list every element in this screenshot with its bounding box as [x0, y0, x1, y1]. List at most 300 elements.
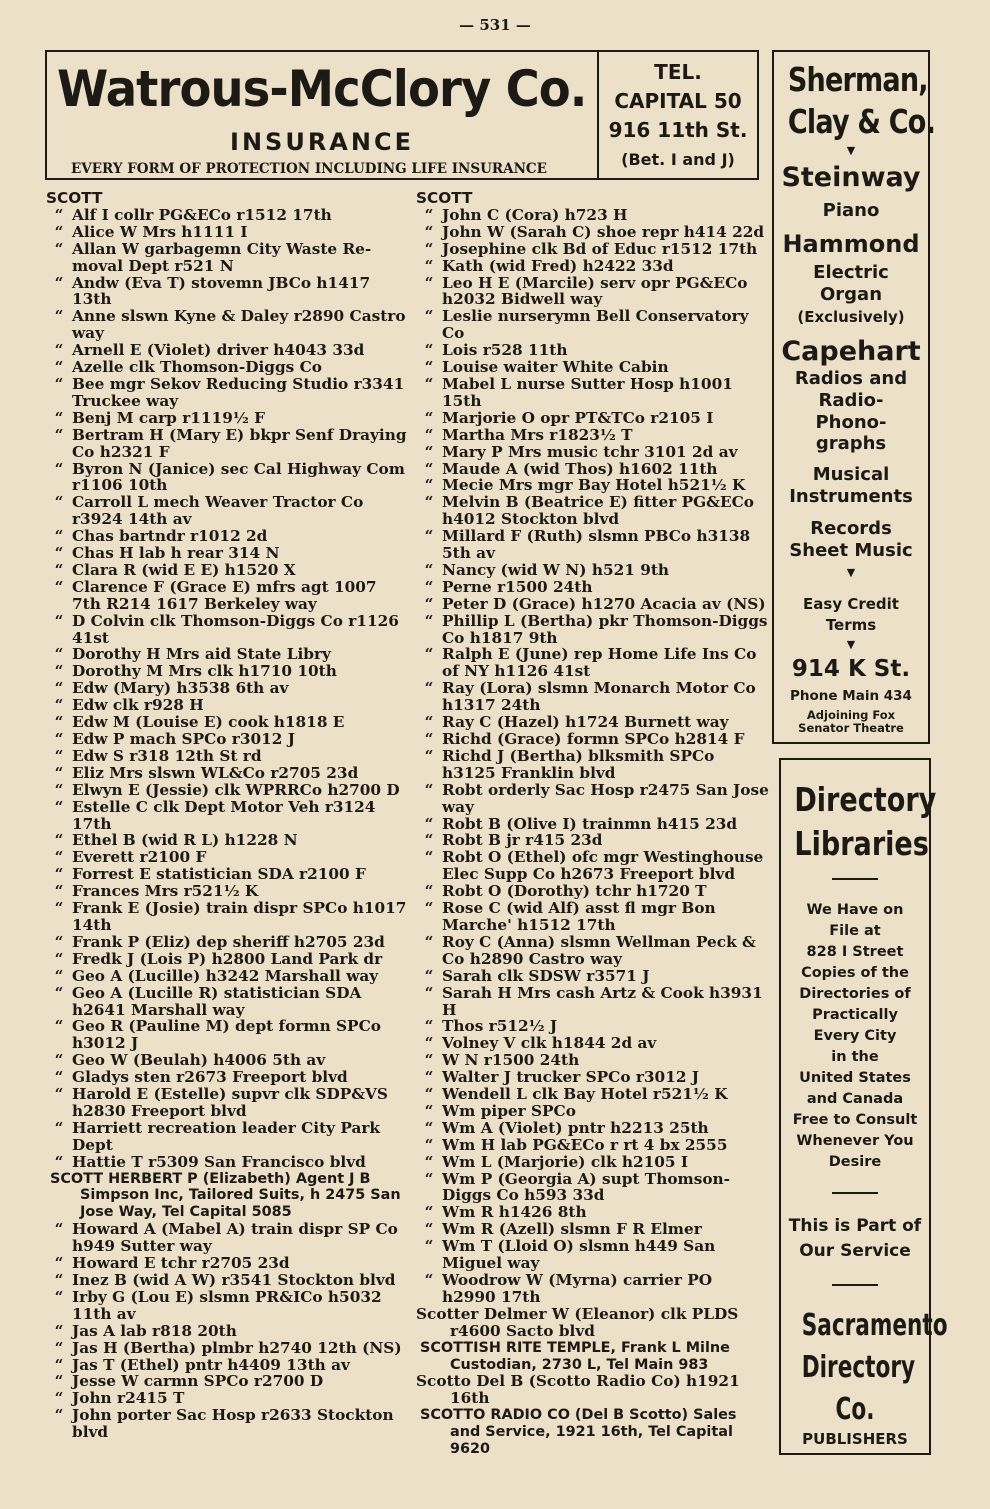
listing-entry — [46, 646, 408, 663]
entry-text: Richd J (Bertha) blksmith SPCo h3125 Franklin blvd — [442, 746, 715, 782]
ditto-mark: “ — [424, 1152, 434, 1171]
entry-text: Geo A (Lucille R) statistician SDA h2641 Marshall way — [72, 983, 362, 1019]
entry-text: Wm piper SPCo — [442, 1101, 576, 1120]
ditto-mark: “ — [424, 1034, 434, 1053]
ditto-mark: “ — [54, 374, 64, 393]
listing-entry — [46, 1340, 408, 1357]
entry-text: Howard E tchr r2705 23d — [72, 1254, 290, 1273]
listing-entry — [46, 579, 408, 613]
entry-text: Eliz Mrs slswn WL&Co r2705 23d — [72, 763, 359, 782]
listing-entry — [416, 494, 770, 528]
arrow-icon: ▼ — [846, 566, 856, 579]
listing-entry — [46, 714, 408, 731]
ditto-mark: “ — [424, 746, 434, 765]
ditto-mark: “ — [424, 256, 434, 275]
ditto-mark: “ — [54, 1406, 64, 1425]
library-text-line: Every City — [813, 1028, 897, 1044]
senator: Senator Theatre — [798, 721, 904, 735]
ad-phone: CAPITAL 50 — [614, 89, 742, 113]
ditto-mark: “ — [54, 544, 64, 563]
library-text-line: We Have on — [806, 902, 904, 918]
graphs: graphs — [815, 433, 887, 454]
ditto-mark: “ — [424, 1118, 434, 1137]
entry-text: Melvin B (Beatrice E) fitter PG&ECo h4012 Stockton blvd — [442, 493, 755, 529]
entry-text: Wm T (Lloid O) slsmn h449 San Miguel way — [442, 1237, 716, 1273]
entry-text: Clarence F (Grace E) mfrs agt 1007 7th R214 1617 Berkeley way — [72, 577, 377, 613]
entry-text: Howard A (Mabel A) train dispr SP Co h949 Sutter way — [72, 1220, 398, 1256]
hammond: Hammond — [782, 230, 920, 258]
listing-entry — [46, 224, 408, 241]
ditto-mark: “ — [54, 831, 64, 850]
listing-entry — [416, 985, 770, 1019]
library-text-line: and Canada — [806, 1091, 904, 1107]
entry-text: Robt O (Dorothy) tchr h1720 T — [442, 882, 707, 901]
library-text-line: Desire — [828, 1154, 882, 1170]
ditto-mark: “ — [424, 966, 434, 985]
entry-text: Wm R (Azell) slsmn F R Elmer — [442, 1220, 702, 1239]
listing-entry — [416, 1171, 770, 1205]
entry-text: Josephine clk Bd of Educ r1512 17th — [442, 239, 758, 258]
listing-entry — [46, 1018, 408, 1052]
listing-entry — [46, 528, 408, 545]
entry-text: Sarah H Mrs cash Artz & Cook h3931 H — [442, 983, 763, 1019]
listing-entry — [416, 934, 770, 968]
entry-text: Chas H lab h rear 314 N — [72, 544, 280, 563]
listing-entry — [46, 613, 408, 647]
ditto-mark: “ — [424, 239, 434, 258]
listing-entry — [46, 359, 408, 376]
ditto-mark: “ — [54, 560, 64, 579]
entry-text: Chas bartndr r1012 2d — [72, 527, 268, 546]
ditto-mark: “ — [424, 1220, 434, 1239]
ditto-mark: “ — [54, 966, 64, 985]
listing-entry — [46, 866, 408, 883]
ad-main-panel — [47, 52, 599, 178]
listing-entry — [416, 1221, 770, 1238]
entry-text: Geo A (Lucille) h3242 Marshall way — [72, 966, 379, 985]
listing-entry — [416, 714, 770, 731]
listing-entry — [46, 275, 408, 309]
listing-entry — [416, 1018, 770, 1035]
listing-entry — [46, 1120, 408, 1154]
listing-entry — [416, 1137, 770, 1154]
phono: Phono- — [815, 412, 887, 433]
column-heading: SCOTT — [46, 189, 103, 207]
listing-entry — [416, 1238, 770, 1272]
ditto-mark: “ — [424, 222, 434, 241]
ad-address: 916 11th St. — [608, 118, 748, 142]
entry-text: Robt O (Ethel) ofc mgr Westinghouse Elec Supp Co h2673 Freeport blvd — [442, 848, 764, 884]
listing-entry — [46, 934, 408, 951]
entry-text: Alice W Mrs h1111 I — [72, 222, 248, 241]
ditto-mark: “ — [424, 1135, 434, 1154]
electric: Electric — [813, 262, 889, 283]
ditto-mark: “ — [54, 273, 64, 292]
ditto-mark: “ — [424, 679, 434, 698]
ditto-mark: “ — [54, 763, 64, 782]
entry-text: Leo H E (Marcile) serv opr PG&ECo h2032 Bidwell way — [442, 273, 748, 309]
terms: Terms — [825, 616, 877, 634]
listing-entry — [416, 410, 770, 427]
listing-entry — [46, 1052, 408, 1069]
listing-entry — [46, 376, 408, 410]
entry-text: Azelle clk Thomson-Diggs Co — [72, 358, 322, 377]
listing-entry — [416, 461, 770, 478]
ditto-mark: “ — [424, 527, 434, 546]
ad-tagline: EVERY FORM OF PROTECTION INCLUDING LIFE INSURANCE — [71, 161, 547, 177]
entry-text: Thos r512½ J — [442, 1017, 558, 1036]
entry-text: Roy C (Anna) slsmn Wellman Peck & Co h2890 Castro way — [442, 932, 756, 968]
entry-text: Wendell L clk Bay Hotel r521½ K — [442, 1085, 728, 1104]
entry-text: Bertram H (Mary E) bkpr Senf Draying Co h2321 F — [72, 425, 407, 461]
easy-credit: Easy Credit — [803, 595, 899, 613]
listing-entry — [416, 731, 770, 748]
part-of-line2: Our Service — [799, 1241, 911, 1261]
entry-text: Frank E (Josie) train dispr SPCo h1017 14th — [72, 899, 407, 934]
column-heading: SCOTT — [416, 189, 473, 207]
listing-entry — [46, 308, 408, 342]
ditto-mark: “ — [424, 341, 434, 360]
listing-entry — [46, 663, 408, 680]
ditto-mark: “ — [424, 730, 434, 748]
entry-text: Jesse W carmn SPCo r2700 D — [72, 1372, 324, 1391]
listing-entry — [46, 410, 408, 427]
divider — [832, 1192, 878, 1194]
entry-text: Edw M (Louise E) cook h1818 E — [72, 713, 345, 732]
publishers: PUBLISHERS — [802, 1430, 908, 1448]
bold-listing: SCOTT HERBERT P (Elizabeth) Agent J B Simpson Inc, Tailored Suits, h 2475 San Jose Way, Tel Capital 5085 — [50, 1170, 401, 1221]
ditto-mark: “ — [54, 493, 64, 512]
listing-entry — [46, 832, 408, 849]
listing-entry — [416, 359, 770, 376]
listing-entry — [46, 427, 408, 461]
listing-entry — [46, 883, 408, 900]
bold-listing: SCOTTO RADIO CO (Del B Scotto) Sales and Service, 1921 16th, Tel Capital 9620 — [420, 1407, 737, 1458]
entry-text: Gladys sten r2673 Freeport blvd — [72, 1068, 348, 1087]
entry-text: Forrest E statistician SDA r2100 F — [72, 865, 366, 884]
arrow-icon: ▼ — [846, 144, 856, 157]
ditto-mark: “ — [54, 341, 64, 360]
ditto-mark: “ — [424, 374, 434, 393]
listing-entry — [416, 646, 770, 680]
ditto-mark: “ — [424, 611, 434, 630]
library-text-line: Copies of the — [801, 965, 909, 981]
entry-text: Mabel L nurse Sutter Hosp h1001 15th — [442, 374, 733, 410]
library-text-line: Practically — [812, 1007, 898, 1023]
entry-text: Wm P (Georgia A) supt Thomson-Diggs Co h593 33d — [442, 1169, 730, 1205]
entry-text: Inez B (wid A W) r3541 Stockton blvd — [72, 1271, 396, 1289]
entry-text: Edw S r318 12th St rd — [72, 746, 262, 765]
listing-entry — [46, 342, 408, 359]
listing-entry — [416, 562, 770, 579]
ditto-mark: “ — [54, 307, 64, 326]
listing-entry — [46, 968, 408, 985]
entry-text: Dorothy H Mrs aid State Libry — [72, 645, 331, 664]
directory-title: Directory — [794, 780, 937, 819]
listing-entry — [416, 1120, 770, 1137]
entry-text: Benj M carp r1119½ F — [72, 408, 265, 427]
listing-entry — [416, 1069, 770, 1086]
sheet-music: Sheet Music — [789, 540, 913, 561]
ditto-mark: “ — [54, 882, 64, 901]
entry-text: Irby G (Lou E) slsmn PR&ICo h5032 11th av — [72, 1287, 382, 1323]
ditto-mark: “ — [54, 527, 64, 546]
ditto-mark: “ — [54, 848, 64, 867]
entry-text: Kath (wid Fred) h2422 33d — [442, 256, 674, 275]
exclusively: (Exclusively) — [797, 308, 905, 326]
ditto-mark: “ — [54, 949, 64, 968]
side-address: 914 K St. — [791, 656, 911, 682]
listing-entry — [46, 1390, 408, 1407]
listing-entry — [46, 545, 408, 562]
ad-between: (Bet. I and J) — [621, 150, 735, 169]
ditto-mark: “ — [424, 814, 434, 833]
directory-libraries-ad — [779, 758, 948, 1455]
insurance-ad — [45, 50, 759, 180]
side-name-1: Sherman, — [787, 60, 928, 99]
entry-text: Marjorie O opr PT&TCo r2105 I — [442, 408, 714, 427]
entry-text: Jas H (Bertha) plmbr h2740 12th (NS) — [72, 1338, 402, 1357]
entry-text: Phillip L (Bertha) pkr Thomson-Diggs Co h1817 9th — [442, 611, 768, 647]
listing-entry — [46, 765, 408, 782]
entry-text: Ray C (Hazel) h1724 Burnett way — [442, 713, 729, 732]
listing-entry — [46, 900, 408, 934]
listing-entry — [46, 985, 408, 1019]
entry-text: Dorothy M Mrs clk h1710 10th — [72, 662, 337, 681]
ditto-mark: “ — [54, 611, 64, 630]
listing-entry — [416, 613, 770, 647]
listing-entry — [416, 1086, 770, 1103]
ditto-mark: “ — [54, 983, 64, 1002]
publisher-name-1: Sacramento — [801, 1308, 948, 1343]
entry-text: Alf I collr PG&ECo r1512 17th — [72, 205, 332, 224]
ditto-mark: “ — [424, 1101, 434, 1120]
library-text-line: United States — [799, 1070, 911, 1086]
entry-text: Wm R h1426 8th — [442, 1203, 587, 1222]
ditto-mark: “ — [54, 679, 64, 698]
listing-entry — [46, 782, 408, 799]
ditto-mark: “ — [54, 408, 64, 427]
ditto-mark: “ — [54, 1085, 64, 1104]
ditto-mark: “ — [424, 476, 434, 495]
ditto-mark: “ — [54, 746, 64, 765]
ditto-mark: “ — [54, 1338, 64, 1357]
ditto-mark: “ — [54, 696, 64, 715]
entry-text: Allan W garbagemn City Waste Removal Dept r521 N — [72, 239, 372, 275]
listing-entry — [46, 207, 408, 224]
ditto-mark: “ — [54, 1372, 64, 1391]
entry-text: Frank P (Eliz) dep sheriff h2705 23d — [72, 932, 385, 951]
listing-entry — [46, 731, 408, 748]
listing-entry — [416, 748, 770, 782]
publisher-name-2: Directory — [801, 1350, 916, 1385]
libraries-title: Libraries — [794, 824, 929, 863]
side-name-2: Clay & Co. — [787, 102, 936, 141]
listing-entry — [46, 494, 408, 528]
entry-text: Frances Mrs r521½ K — [72, 882, 259, 901]
ditto-mark: “ — [54, 797, 64, 816]
listing-entry — [416, 477, 770, 494]
ditto-mark: “ — [54, 1017, 64, 1036]
listing-entry — [416, 1204, 770, 1221]
entry-text: Bee mgr Sekov Reducing Studio r3341 Truckee way — [72, 374, 405, 410]
ditto-mark: “ — [424, 493, 434, 512]
ditto-mark: “ — [54, 222, 64, 241]
listing-entry — [416, 376, 770, 410]
ditto-mark: “ — [54, 358, 64, 377]
records: Records — [810, 518, 892, 539]
entry-text: Millard F (Ruth) slsmn PBCo h3138 5th av — [442, 527, 751, 563]
ditto-mark: “ — [54, 899, 64, 918]
ditto-mark: “ — [54, 865, 64, 884]
entry-text: Hattie T r5309 San Francisco blvd — [72, 1152, 366, 1171]
ditto-mark: “ — [54, 239, 64, 258]
entry-text: Sarah clk SDSW r3571 J — [442, 966, 650, 985]
listing-entry — [46, 1255, 408, 1272]
ditto-mark: “ — [424, 780, 434, 799]
ditto-mark: “ — [54, 662, 64, 681]
listing-entry — [46, 241, 408, 275]
organ: Organ — [819, 284, 883, 305]
listing-entry — [416, 528, 770, 562]
entry-text: John r2415 T — [72, 1389, 185, 1408]
library-text-line: 828 I Street — [806, 944, 904, 960]
entry-text: Rose C (wid Alf) asst fl mgr Bon Marche' h1512 17th — [442, 899, 716, 934]
publisher-name-3: Co. — [835, 1392, 875, 1427]
listing-entry — [416, 1272, 770, 1306]
library-text-line: Directories of — [799, 986, 911, 1002]
entry-text: Peter D (Grace) h1270 Acacia av (NS) — [442, 594, 766, 613]
ad-contact — [599, 58, 757, 174]
listing-entry — [416, 883, 770, 900]
listing-entry — [46, 1272, 408, 1289]
entry-text: Lois r528 11th — [442, 341, 568, 360]
entry-text: John porter Sac Hosp r2633 Stockton blvd — [72, 1406, 394, 1442]
entry-text: D Colvin clk Thomson-Diggs Co r1126 41st — [72, 611, 399, 647]
listing-entry — [416, 1154, 770, 1171]
ditto-mark: “ — [424, 425, 434, 444]
entry-text: W N r1500 24th — [442, 1051, 580, 1070]
ditto-mark: “ — [424, 408, 434, 427]
entry-text: Edw P mach SPCo r3012 J — [72, 730, 295, 748]
entry-text: Martha Mrs r1823½ T — [442, 425, 633, 444]
listing-entry — [46, 1289, 408, 1323]
entry-text: Louise waiter White Cabin — [442, 358, 669, 377]
entry-text: Leslie nurserymn Bell Conservatory Co — [442, 307, 749, 343]
listing-entry — [416, 782, 770, 816]
entry-text: Maude A (wid Thos) h1602 11th — [442, 459, 718, 478]
listing-entry — [46, 697, 408, 714]
bold-listing: SCOTTISH RITE TEMPLE, Frank L Milne Custodian, 2730 L, Tel Main 983 — [420, 1339, 730, 1373]
listing-entry — [46, 1221, 408, 1255]
ditto-mark: “ — [424, 645, 434, 664]
ditto-mark: “ — [424, 831, 434, 850]
entry-text: Mary P Mrs music tchr 3101 2d av — [442, 442, 738, 461]
ditto-mark: “ — [424, 459, 434, 478]
entry-text: Ray (Lora) slsmn Monarch Motor Co h1317 24th — [442, 679, 756, 715]
listing-entry — [46, 1069, 408, 1086]
listing-entry — [46, 951, 408, 968]
ditto-mark: “ — [54, 780, 64, 799]
listing-entry — [416, 342, 770, 359]
listing-column-2 — [416, 190, 770, 1458]
entry-text: Anne slswn Kyne & Daley r2890 Castro way — [72, 307, 406, 343]
ditto-mark: “ — [54, 932, 64, 951]
entry-text: Wm L (Marjorie) clk h2105 I — [442, 1152, 689, 1171]
steinway: Steinway — [781, 162, 921, 193]
entry-text: Nancy (wid W N) h521 9th — [442, 560, 670, 579]
listing-entry — [416, 241, 770, 258]
ditto-mark: “ — [54, 459, 64, 478]
entry-text: Robt B jr r415 23d — [442, 831, 603, 850]
entry-text: Robt orderly Sac Hosp r2475 San Jose way — [442, 780, 769, 816]
ditto-mark: “ — [424, 899, 434, 918]
listing-entry — [416, 680, 770, 714]
ditto-mark: “ — [54, 1321, 64, 1340]
ditto-mark: “ — [424, 307, 434, 326]
ditto-mark: “ — [54, 1118, 64, 1137]
ditto-mark: “ — [424, 442, 434, 461]
listing-entry — [416, 832, 770, 849]
ditto-mark: “ — [424, 560, 434, 579]
entry-text: Carroll L mech Weaver Tractor Co r3924 14th av — [72, 493, 364, 529]
radio-phono: Radio- — [818, 390, 884, 411]
entry-text: Richd (Grace) formn SPCo h2814 F — [442, 730, 745, 748]
entry-text: Estelle C clk Dept Motor Veh r3124 17th — [72, 797, 376, 833]
listing-entry — [416, 224, 770, 241]
entry-text: Wm H lab PG&ECo r rt 4 bx 2555 — [442, 1135, 728, 1154]
listing-entry — [416, 427, 770, 444]
entry-text: Everett r2100 F — [72, 848, 207, 867]
listing-entry — [46, 849, 408, 866]
entry-text: Geo R (Pauline M) dept formn SPCo h3012 J — [72, 1017, 381, 1053]
listing-entry — [46, 799, 408, 833]
entry-text: John C (Cora) h723 H — [442, 205, 628, 224]
listing-entry — [416, 207, 770, 224]
listing-entry — [416, 1052, 770, 1069]
ad-company-name: Watrous-McClory Co. — [57, 60, 587, 118]
listing-entry — [416, 849, 770, 883]
adjoining: Adjoining Fox — [806, 708, 896, 722]
listing-entry: Scotto Del B (Scotto Radio Co) h1921 16th — [416, 1372, 740, 1408]
listing-entry — [416, 444, 770, 461]
ditto-mark: “ — [54, 1220, 64, 1239]
ditto-mark: “ — [54, 1271, 64, 1289]
listing-entry — [416, 275, 770, 309]
listing-entry — [46, 1154, 408, 1171]
listing-entry — [46, 1086, 408, 1120]
ditto-mark: “ — [424, 205, 434, 224]
ditto-mark: “ — [424, 1085, 434, 1104]
listing-entry — [46, 1373, 408, 1390]
capehart: Capehart — [781, 336, 921, 367]
entry-text: Byron N (Janice) sec Cal Highway Com r1106 10th — [72, 459, 405, 495]
radios: Radios and — [794, 368, 908, 389]
entry-text: Mecie Mrs mgr Bay Hotel h521½ K — [442, 476, 746, 495]
ditto-mark: “ — [424, 1068, 434, 1087]
listing-entry — [416, 308, 770, 342]
entry-text: Wm A (Violet) pntr h2213 25th — [442, 1118, 709, 1137]
divider — [832, 1284, 878, 1286]
listing-entry — [46, 562, 408, 579]
entry-text: Perne r1500 24th — [442, 577, 593, 596]
ditto-mark: “ — [54, 1051, 64, 1070]
listing-entry — [416, 258, 770, 275]
part-of-line1: This is Part of — [788, 1216, 922, 1236]
ditto-mark: “ — [54, 730, 64, 748]
listing-entry — [416, 1035, 770, 1052]
listing-entry: Scotter Delmer W (Eleanor) clk PLDS r4600 Sacto blvd — [416, 1304, 739, 1340]
